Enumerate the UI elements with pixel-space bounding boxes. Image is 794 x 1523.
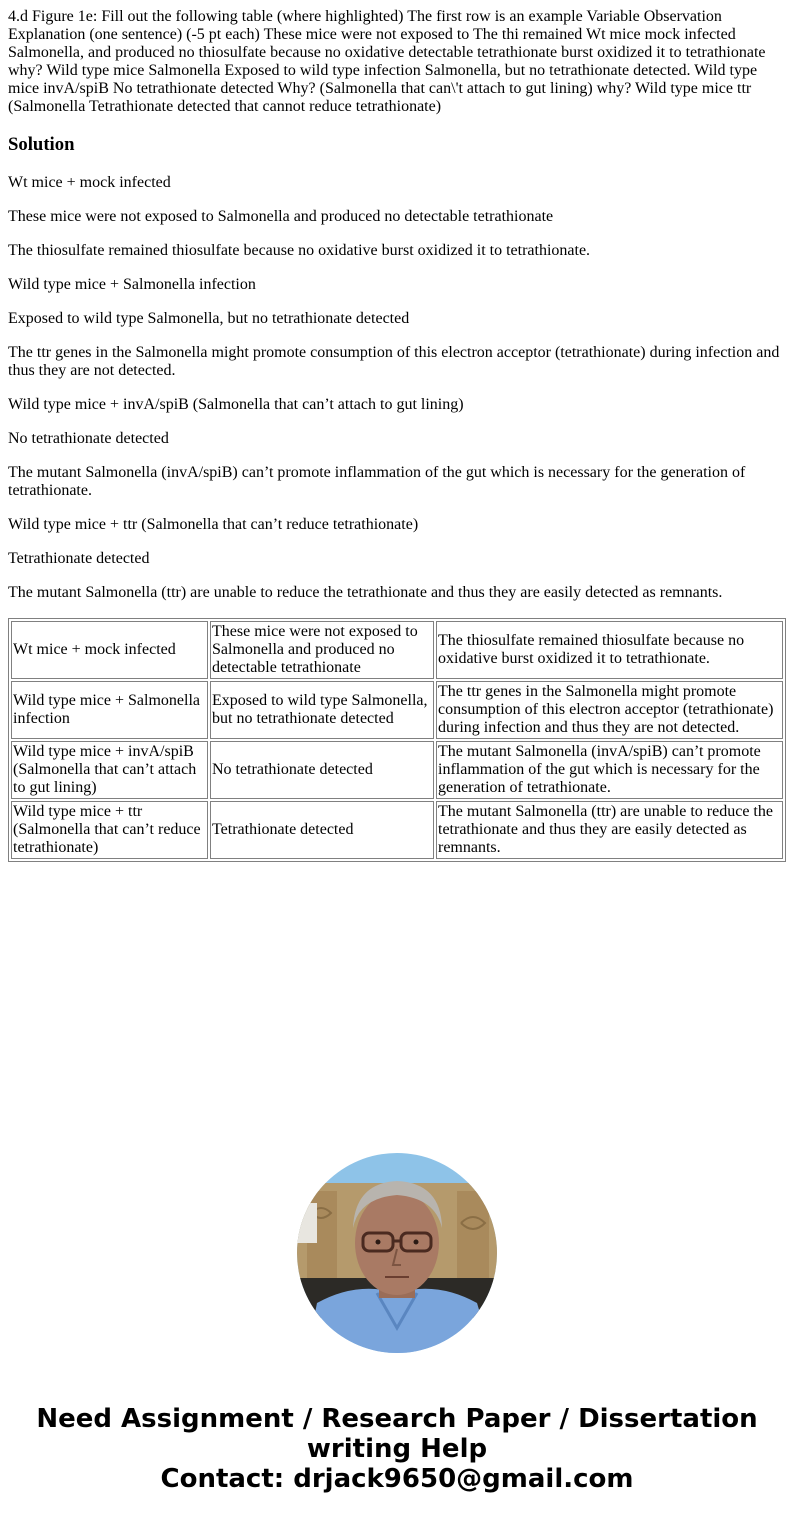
promo-contact: Contact: drjack9650@gmail.com: [160, 1464, 634, 1494]
observation-cell: These mice were not exposed to Salmonella and produced no detectable tetrathionate: [210, 621, 434, 679]
solution-paragraph: Wt mice + mock infected: [8, 174, 171, 191]
observation-cell: No tetrathionate detected: [210, 741, 434, 799]
promo-line: Need Assignment / Research Paper / Dissertation: [36, 1404, 758, 1434]
explanation-cell: The mutant Salmonella (invA/spiB) can’t promote inflammation of the gut which is necessary for the generation of tetrathionate.: [436, 741, 783, 799]
solution-paragraph: The mutant Salmonella (ttr) are unable to reduce the tetrathionate and thus they are easily detected as remnants.: [8, 584, 723, 601]
table-row: [11, 681, 783, 739]
solution-paragraph: Wild type mice + invA/spiB (Salmonella that can’t attach to gut lining): [8, 396, 464, 413]
promo-banner: [0, 1404, 794, 1494]
solution-paragraph: Tetrathionate detected: [8, 550, 150, 567]
solution-paragraph: The ttr genes in the Salmonella might promote consumption of this electron acceptor (tetrathionate) during infection and thus they are not detected.: [8, 344, 780, 379]
solution-paragraph: Wild type mice + Salmonella infection: [8, 276, 256, 293]
explanation-cell: The thiosulfate remained thiosulfate because no oxidative burst oxidized it to tetrathionate.: [436, 621, 783, 679]
solution-paragraph: The thiosulfate remained thiosulfate because no oxidative burst oxidized it to tetrathionate.: [8, 242, 591, 259]
solution-paragraph: Wild type mice + ttr (Salmonella that can’t reduce tetrathionate): [8, 516, 419, 533]
solution-heading: Solution: [8, 134, 75, 155]
solution-paragraph: No tetrathionate detected: [8, 430, 169, 447]
table-row: [11, 801, 783, 859]
person-photo-icon: [297, 1153, 497, 1353]
answer-table: [8, 618, 786, 862]
table-row: [11, 741, 783, 799]
question-text: 4.d Figure 1e: Fill out the following table (where highlighted) The first row is an example Variable Observation Explanation (one sentence) (-5 pt each) These mice were not exposed to The thi remained Wt mice mock infected Salmonella, and produced no thiosulfate because no oxidative detectable tetrathionate burst oxidized it to tetrathionate why? Wild type mice Salmonella Exposed to wild type infection Salmonella, but no tetrathionate detected. Wild type mice invA/spiB No tetrathionate detected Why? (Salmonella that can\'t attach to gut lining) why? Wild type mice ttr (Salmonella Tetrathionate detected that cannot reduce tetrathionate): [8, 8, 766, 115]
table-row: [11, 621, 783, 679]
promo-line: writing Help: [306, 1434, 488, 1464]
solution-paragraph: These mice were not exposed to Salmonella and produced no detectable tetrathionate: [8, 208, 554, 225]
observation-cell: Tetrathionate detected: [210, 801, 434, 859]
solution-paragraph: Exposed to wild type Salmonella, but no tetrathionate detected: [8, 310, 410, 327]
variable-cell: Wild type mice + Salmonella infection: [11, 681, 208, 739]
solution-paragraph: The mutant Salmonella (invA/spiB) can’t promote inflammation of the gut which is necessary for the generation of tetrathionate.: [8, 464, 746, 499]
variable-cell: Wt mice + mock infected: [11, 621, 208, 679]
avatar: [297, 1153, 497, 1353]
variable-cell: Wild type mice + invA/spiB (Salmonella that can’t attach to gut lining): [11, 741, 208, 799]
variable-cell: Wild type mice + ttr (Salmonella that can’t reduce tetrathionate): [11, 801, 208, 859]
explanation-cell: The ttr genes in the Salmonella might promote consumption of this electron acceptor (tetrathionate) during infection and thus they are not detected.: [436, 681, 783, 739]
observation-cell: Exposed to wild type Salmonella, but no tetrathionate detected: [210, 681, 434, 739]
explanation-cell: The mutant Salmonella (ttr) are unable to reduce the tetrathionate and thus they are easily detected as remnants.: [436, 801, 783, 859]
